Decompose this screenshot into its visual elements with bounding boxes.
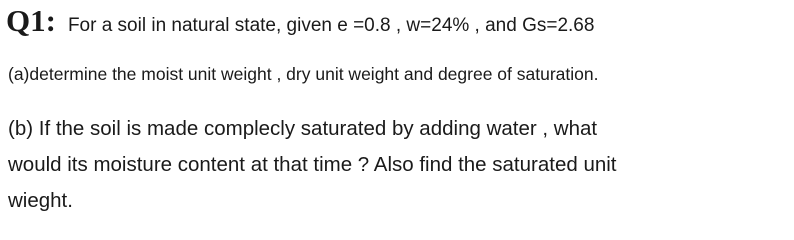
part-b-line: would its moisture content at that time ? Also find the saturated unit xyxy=(8,153,617,176)
question-number: Q1: xyxy=(6,3,56,38)
question-given-data: For a soil in natural state, given e =0.8 , w=24% , and Gs=2.68 xyxy=(67,15,595,36)
part-a-text: (a)determine the moist unit weight , dry unit weight and degree of saturation. xyxy=(8,64,599,84)
part-b-line: (b) If the soil is made complecly saturated by adding water , what xyxy=(8,117,598,140)
question-header xyxy=(6,3,594,39)
part-b-line: wieght. xyxy=(8,189,73,212)
part-b-paragraph xyxy=(8,111,788,219)
